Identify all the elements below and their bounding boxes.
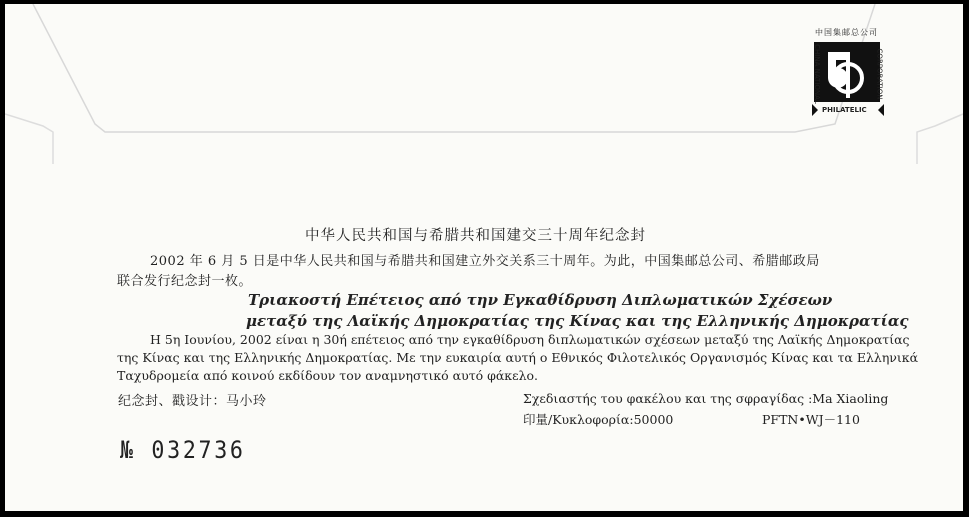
serial-number: № 032736 (120, 436, 246, 464)
greek-heading-line-2: μεταξύ της Λαϊκής Δημοκρατίας της Κίνας και της Ελληνικής Δημοκρατίας (246, 312, 909, 330)
designer-greek: Σχεδιαστής του φακέλου και της σφραγίδας :Ma Xiaoling (523, 391, 889, 406)
logo-right-text: CORPORATION (875, 48, 884, 100)
circulation: 印量/Κυκλοφορία:50000 (523, 412, 674, 427)
logo-left-text: CHINA NATIONAL (812, 44, 821, 104)
greek-heading-line-1: Τριακοστή Επέτειος από την Εγκαθίδρυση Διπλωματικών Σχέσεων (248, 291, 833, 309)
designer-chinese: 纪念封、戳设计：马小玲 (118, 394, 267, 409)
greek-paragraph-line-2: της Κίνας και της Ελληνικής Δημοκρατίας. Με την ευκαιρία αυτή ο Εθνικός Φιλοτελικός Οργανισμός Κίνας και τα Ελληνικά (117, 350, 919, 365)
issue-code: PFTN•WJ－110 (762, 412, 860, 427)
greek-paragraph-line-1: Η 5η Ιουνίου, 2002 είναι η 30ή επέτειος από την εγκαθίδρυση διπλωματικών σχέσεων μεταξύ της Λαϊκής Δημοκρατίας (150, 332, 910, 347)
cnpc-logo-icon (812, 26, 884, 118)
chinese-paragraph-line-1: 2002 年 6 月 5 日是中华人民共和国与希腊共和国建立外交关系三十周年。为此，中国集邮总公司、希腊邮政局 (150, 254, 820, 269)
greek-paragraph-line-3: Ταχυδρομεία από κοινού εκδίδουν τον αναμνηστικό αυτό φάκελο. (117, 368, 539, 383)
philatelic-corporation-logo (812, 26, 884, 118)
chinese-heading: 中华人民共和国与希腊共和国建交三十周年纪念封 (305, 228, 646, 244)
envelope-back (5, 4, 963, 511)
logo-cn-text: 中国集邮总公司 (815, 28, 878, 37)
logo-bottom-text: PHILATELIC (822, 106, 867, 114)
chinese-paragraph-line-2: 联合发行纪念封一枚。 (117, 274, 253, 289)
